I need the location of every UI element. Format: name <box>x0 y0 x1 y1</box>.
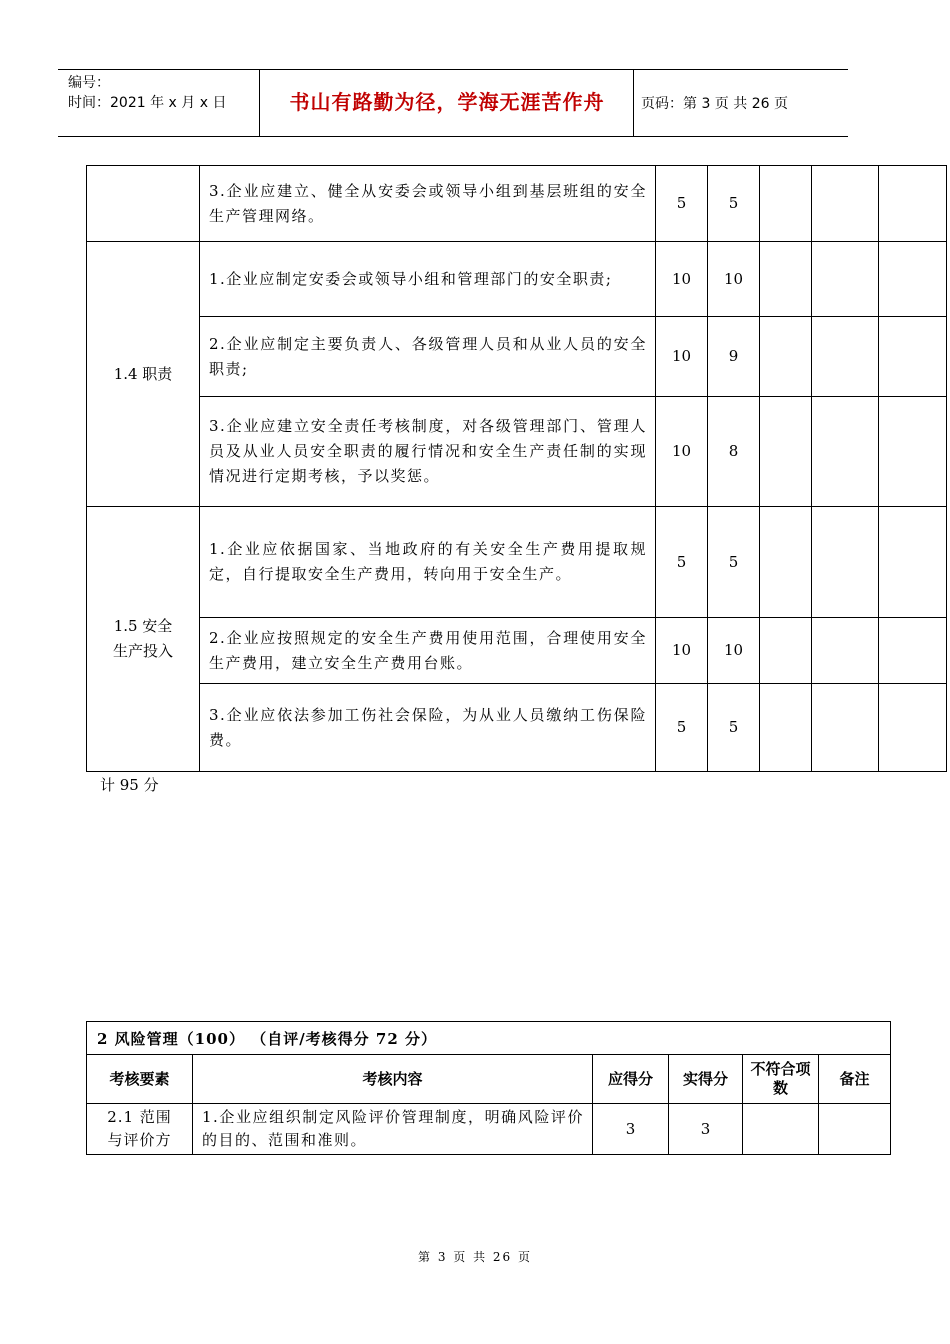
header-top-rule <box>58 69 848 70</box>
header-time: 时间：2021 年 x 月 x 日 <box>68 95 227 111</box>
header-number: 编号： <box>68 75 110 91</box>
empty-cell <box>879 618 947 684</box>
actual-score-cell: 5 <box>708 684 760 772</box>
element-label: 2.1 范围与评价方 <box>107 1108 172 1149</box>
element-cell <box>87 507 200 772</box>
header-divider-left <box>259 69 260 136</box>
actual-score-cell: 10 <box>708 618 760 684</box>
element-cell: 1.4 职责 <box>87 242 200 507</box>
actual-score-cell: 5 <box>708 166 760 242</box>
content-cell: 3.企业应依法参加工伤社会保险，为从业人员缴纳工伤保险费。 <box>200 684 656 772</box>
element-cell <box>87 1104 193 1155</box>
empty-cell <box>879 507 947 618</box>
should-score-cell: 5 <box>656 166 708 242</box>
header-row <box>87 1055 891 1104</box>
empty-cell <box>812 317 879 397</box>
empty-cell <box>879 242 947 317</box>
header-bottom-rule <box>58 136 848 137</box>
should-score-cell: 10 <box>656 397 708 507</box>
column-header-noncompliant-label: 不符合项数 <box>750 1060 811 1097</box>
empty-cell <box>879 684 947 772</box>
section-title: 2 风险管理（100） （自评/考核得分 72 分） <box>87 1022 891 1055</box>
empty-cell <box>760 684 812 772</box>
content-cell: 2.企业应制定主要负责人、各级管理人员和从业人员的安全职责; <box>200 317 656 397</box>
empty-cell <box>812 397 879 507</box>
empty-cell <box>760 166 812 242</box>
actual-score-cell: 10 <box>708 242 760 317</box>
content-cell: 3.企业应建立、健全从安委会或领导小组到基层班组的安全生产管理网络。 <box>200 166 656 242</box>
empty-cell <box>879 397 947 507</box>
empty-cell <box>879 166 947 242</box>
empty-cell <box>743 1104 819 1155</box>
element-label: 1.5 安全生产投入 <box>112 617 173 660</box>
header-motto: 书山有路勤为径，学海无涯苦作舟 <box>289 90 605 114</box>
empty-cell <box>812 242 879 317</box>
column-header-noncompliant <box>743 1055 819 1104</box>
element-cell <box>87 166 200 242</box>
empty-cell <box>760 242 812 317</box>
content-cell: 1.企业应组织制定风险评价管理制度，明确风险评价的目的、范围和准则。 <box>193 1104 593 1155</box>
should-score-cell: 5 <box>656 684 708 772</box>
column-header-element: 考核要素 <box>87 1055 193 1104</box>
section-title-row <box>87 1022 891 1055</box>
header-page-label: 页码：第 3 页 共 26 页 <box>641 96 788 112</box>
empty-cell <box>812 684 879 772</box>
column-header-content: 考核内容 <box>193 1055 593 1104</box>
page-footer: 第 3 页 共 26 页 <box>418 1250 532 1264</box>
column-header-remark: 备注 <box>819 1055 891 1104</box>
actual-score-cell: 3 <box>669 1104 743 1155</box>
header-divider-right <box>633 69 634 136</box>
table-row <box>87 618 947 684</box>
empty-cell <box>760 317 812 397</box>
empty-cell <box>812 618 879 684</box>
empty-cell <box>819 1104 891 1155</box>
table-row <box>87 1104 891 1155</box>
should-score-cell: 5 <box>656 507 708 618</box>
should-score-cell: 3 <box>593 1104 669 1155</box>
table-row <box>87 317 947 397</box>
empty-cell <box>760 618 812 684</box>
column-header-actual: 实得分 <box>669 1055 743 1104</box>
table-row <box>87 507 947 618</box>
table-row <box>87 397 947 507</box>
content-cell: 1.企业应制定安委会或领导小组和管理部门的安全职责; <box>200 242 656 317</box>
should-score-cell: 10 <box>656 317 708 397</box>
empty-cell <box>760 507 812 618</box>
should-score-cell: 10 <box>656 242 708 317</box>
empty-cell <box>760 397 812 507</box>
empty-cell <box>812 166 879 242</box>
empty-cell <box>879 317 947 397</box>
content-cell: 1.企业应依据国家、当地政府的有关安全生产费用提取规定，自行提取安全生产费用，转向用于安全生产。 <box>200 507 656 618</box>
content-cell: 2.企业应按照规定的安全生产费用使用范围，合理使用安全生产费用，建立安全生产费用台账。 <box>200 618 656 684</box>
table-row <box>87 166 947 242</box>
table-row <box>87 242 947 317</box>
assessment-table-2 <box>86 1021 891 1155</box>
content-cell: 3.企业应建立安全责任考核制度，对各级管理部门、管理人员及从业人员安全职责的履行情况和安全生产责任制的实现情况进行定期考核，予以奖惩。 <box>200 397 656 507</box>
actual-score-cell: 8 <box>708 397 760 507</box>
should-score-cell: 10 <box>656 618 708 684</box>
empty-cell <box>812 507 879 618</box>
assessment-table-1 <box>86 165 947 772</box>
section-total: 计 95 分 <box>100 776 159 794</box>
column-header-should: 应得分 <box>593 1055 669 1104</box>
actual-score-cell: 5 <box>708 507 760 618</box>
table-row <box>87 684 947 772</box>
actual-score-cell: 9 <box>708 317 760 397</box>
